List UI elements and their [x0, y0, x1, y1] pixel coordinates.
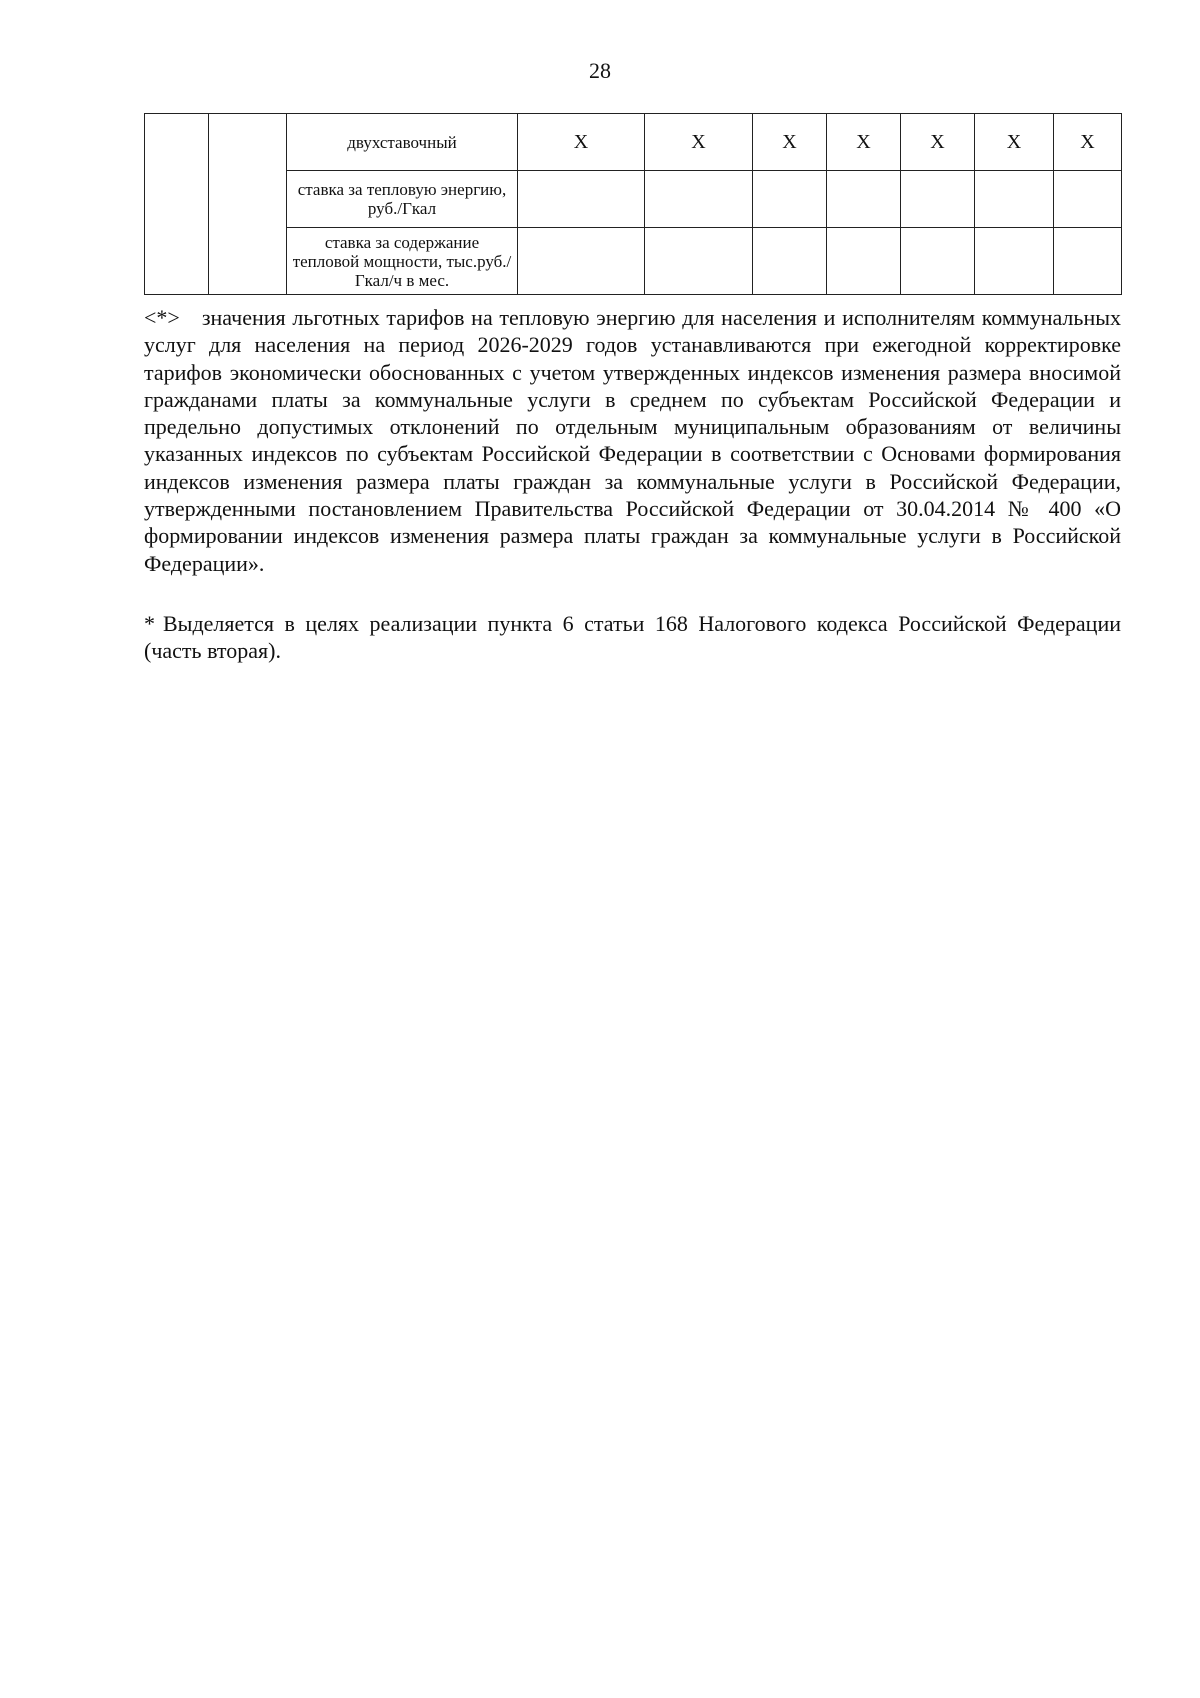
table-cell — [753, 228, 827, 295]
table-cell: Х — [1054, 114, 1122, 171]
table-cell — [1054, 171, 1122, 228]
table-cell — [975, 171, 1054, 228]
table-cell — [753, 171, 827, 228]
tariff-table — [144, 113, 1122, 295]
table-cell — [645, 228, 753, 295]
table-row — [145, 228, 1122, 295]
table-cell — [901, 228, 975, 295]
footnote-text: значения льготных тарифов на тепловую энергию для населения и исполнителям коммунальных услуг для населения на период 2026-2029 годов устанавливаются при ежегодной корректировке тарифов экономически обоснованных с учетом утвержденных индексов изменения размера вносимой гражданами платы за коммунальные услуги в среднем по субъектам Российской Федерации и предельно допустимых отклонений по отдельным муниципальным образованиям от величины указанных индексов по субъектам Российской Федерации в соответствии с Основами формирования индексов изменения размера платы граждан за коммунальные услуги в Российской Федерации, утвержденными постановлением Правительства Российской Федерации от 30.04.2014 № 400 «О формировании индексов изменения размера платы граждан за коммунальные услуги в Российской Федерации». — [144, 305, 1121, 576]
table-cell: Х — [753, 114, 827, 171]
empty-merged-cell — [145, 114, 209, 295]
table-cell — [518, 171, 645, 228]
footnote-marker: * — [144, 611, 155, 636]
table-cell: Х — [901, 114, 975, 171]
table-row — [145, 171, 1122, 228]
table-cell — [1054, 228, 1122, 295]
table-cell — [518, 228, 645, 295]
row-label: ставка за тепловую энергию, руб./Гкал — [287, 171, 518, 228]
table-cell — [975, 228, 1054, 295]
table-cell — [827, 171, 901, 228]
footnote-marker: <*> — [144, 305, 180, 330]
table-row — [145, 114, 1122, 171]
footnote-tax-note — [144, 610, 1121, 665]
footnote-tariff-note — [144, 304, 1121, 577]
page-number: 28 — [589, 58, 611, 83]
row-label: двухставочный — [287, 114, 518, 171]
table-cell — [827, 228, 901, 295]
table-cell: Х — [645, 114, 753, 171]
table-cell — [901, 171, 975, 228]
table-cell: Х — [975, 114, 1054, 171]
empty-merged-cell — [209, 114, 287, 295]
table-cell — [645, 171, 753, 228]
table-cell: Х — [518, 114, 645, 171]
row-label: ставка за содержание тепловой мощности, тыс.руб./Гкал/ч в мес. — [287, 228, 518, 295]
table-cell: Х — [827, 114, 901, 171]
footnote-text: Выделяется в целях реализации пункта 6 статьи 168 Налогового кодекса Российской Федерации (часть вторая). — [144, 611, 1121, 664]
